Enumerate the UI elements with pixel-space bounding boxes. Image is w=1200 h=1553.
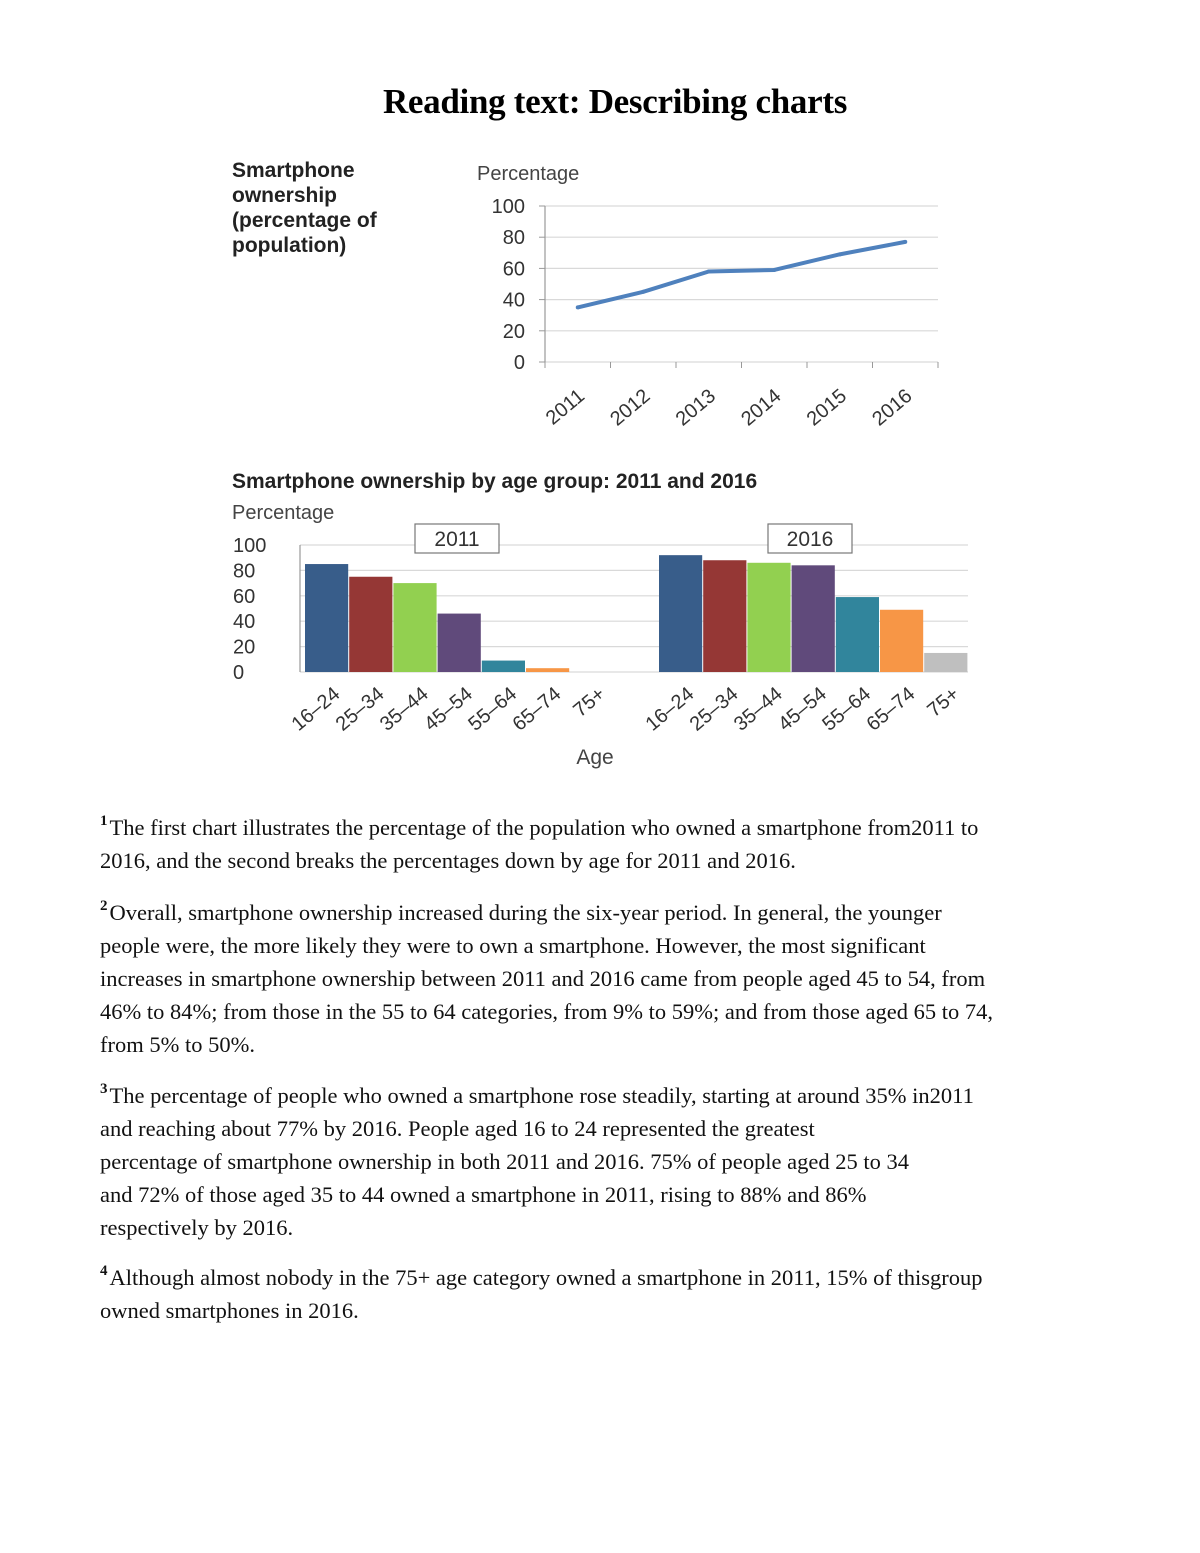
paragraph-line (100, 962, 1110, 995)
bar (703, 560, 746, 672)
series-label: 2016 (786, 528, 834, 551)
paragraph-line (100, 1073, 1110, 1112)
x-tick-label: 2012 (606, 384, 655, 431)
bar (747, 563, 790, 672)
paragraph-text: and 72% of those aged 35 to 44 owned a smartphone in 2011, rising to 88% and 86% (100, 1182, 867, 1207)
paragraph-text: Although almost nobody in the 75+ age category owned a smartphone in 2011, 15% of thisgroup (109, 1265, 983, 1290)
x-tick-label: 2011 (541, 384, 589, 430)
paragraph-line (100, 1028, 1110, 1061)
y-tick-label: 40 (233, 611, 256, 634)
paragraph-text: and reaching about 77% by 2016. People aged 16 to 24 represented the greatest (100, 1116, 815, 1141)
paragraph-text: from 5% to 50%. (100, 1032, 255, 1057)
x-tick-label: 75+ (569, 682, 610, 722)
x-tick-label: 75+ (923, 682, 964, 722)
paragraph-text: 2016, and the second breaks the percentages down by age for 2011 and 2016. (100, 848, 796, 873)
line-chart-title-line: (percentage of (232, 209, 377, 232)
paragraph-text: percentage of smartphone ownership in both 2011 and 2016. 75% of people aged 25 to 34 (100, 1149, 909, 1174)
x-tick-label: 2014 (737, 384, 786, 431)
x-tick-label: 2016 (868, 384, 917, 431)
bar (880, 610, 923, 672)
x-tick-label: 25–34 (331, 682, 389, 736)
bar-chart-title: Smartphone ownership by age group: 2011 and 2016 (232, 470, 758, 493)
x-tick-label: 2013 (671, 384, 720, 431)
x-tick-label: 65–74 (862, 682, 920, 736)
y-tick-label: 80 (502, 227, 525, 250)
series-label: 2011 (434, 528, 480, 551)
y-tick-label: 20 (233, 636, 256, 659)
paragraph-text: The percentage of people who owned a smartphone rose steadily, starting at around 35% in2011 (109, 1083, 974, 1108)
y-tick-label: 40 (502, 289, 525, 312)
paragraph-line (100, 1255, 1110, 1294)
bar (305, 564, 348, 672)
paragraph-number: 2 (100, 898, 108, 914)
bar (924, 653, 967, 672)
line-chart-title-line: population) (232, 234, 347, 257)
paragraph-1 (100, 805, 1110, 877)
y-tick-label: 80 (233, 560, 256, 583)
bar-chart-x-axis-label: Age (576, 746, 614, 769)
paragraph-number: 3 (100, 1081, 108, 1097)
paragraph-number: 4 (100, 1263, 108, 1279)
paragraph-line (100, 1112, 1110, 1145)
paragraph-text: Overall, smartphone ownership increased during the six-year period. In general, the younger (109, 900, 942, 925)
paragraph-line (100, 805, 1110, 844)
line-chart-title-line: ownership (232, 184, 338, 207)
y-tick-label: 20 (502, 320, 525, 343)
bar (792, 565, 835, 672)
x-tick-label: 35–44 (729, 682, 787, 736)
bar (438, 614, 481, 672)
line-chart-y-axis-label: Percentage (477, 163, 580, 185)
paragraph-line (100, 1145, 1110, 1178)
y-tick-label: 100 (491, 196, 525, 218)
paragraph-text: increases in smartphone ownership between 2011 and 2016 came from people aged 45 to 54, from (100, 966, 986, 991)
x-tick-label: 16–24 (287, 682, 345, 736)
y-tick-label: 0 (233, 662, 245, 684)
paragraph-line (100, 995, 1110, 1028)
y-tick-label: 60 (502, 258, 525, 281)
x-tick-label: 16–24 (641, 682, 699, 736)
bar-chart-y-axis-label: Percentage (232, 502, 335, 524)
x-tick-label: 25–34 (685, 682, 743, 736)
paragraph-3 (100, 1073, 1110, 1244)
x-tick-label: 55–64 (818, 682, 876, 736)
paragraph-line (100, 890, 1110, 929)
paragraph-2 (100, 890, 1110, 1061)
x-tick-label: 2015 (802, 384, 851, 431)
paragraph-line (100, 1294, 1110, 1327)
paragraph-4 (100, 1255, 1110, 1327)
x-tick-label: 45–54 (774, 682, 831, 736)
paragraph-number: 1 (100, 813, 108, 829)
line-chart-title-line: Smartphone (232, 159, 355, 182)
paragraph-text: people were, the more likely they were to own a smartphone. However, the most significant (100, 933, 926, 958)
y-tick-label: 60 (233, 585, 256, 608)
paragraph-line (100, 929, 1110, 962)
bar (349, 577, 392, 672)
document-title: Reading text: Describing charts (382, 82, 848, 121)
y-tick-label: 0 (513, 352, 525, 374)
paragraph-text: The first chart illustrates the percentage of the population who owned a smartphone from2011 to (109, 815, 979, 840)
bar (659, 555, 702, 672)
x-tick-label: 65–74 (508, 682, 566, 736)
paragraph-text: owned smartphones in 2016. (100, 1298, 359, 1323)
y-tick-label: 100 (233, 535, 267, 557)
paragraph-text: respectively by 2016. (100, 1215, 294, 1240)
bar (836, 597, 879, 672)
bar (526, 668, 569, 672)
x-tick-label: 45–54 (420, 682, 477, 736)
paragraph-text: 46% to 84%; from those in the 55 to 64 categories, from 9% to 59%; and from those aged 65 to 74, (100, 999, 993, 1024)
bar (393, 583, 436, 672)
paragraph-line (100, 1178, 1110, 1211)
x-tick-label: 55–64 (464, 682, 522, 736)
x-tick-label: 35–44 (375, 682, 433, 736)
paragraph-line (100, 1211, 1110, 1244)
paragraph-line (100, 844, 1110, 877)
bar (482, 661, 525, 672)
